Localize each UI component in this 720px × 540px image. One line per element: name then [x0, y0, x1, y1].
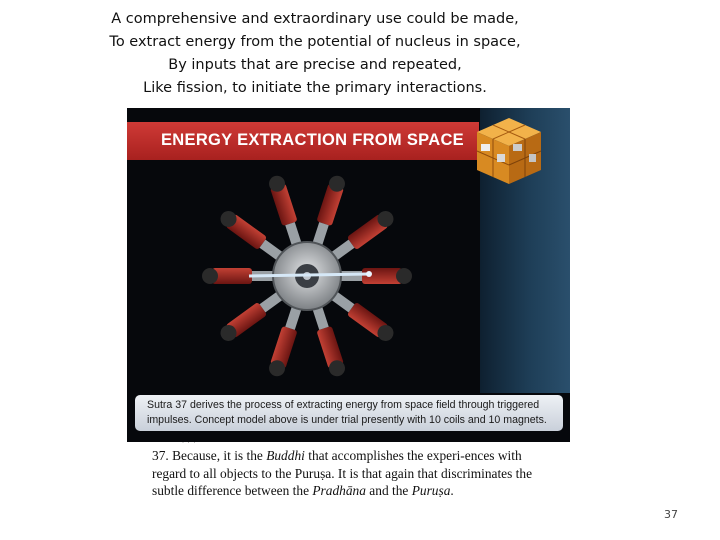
title-banner	[127, 122, 479, 160]
sutra-number: 37.	[152, 448, 169, 463]
sutra-excerpt	[152, 447, 542, 500]
term-pradhana: Pradhāna	[312, 483, 366, 498]
cube-logo-icon	[473, 114, 545, 186]
banner-title: ENERGY EXTRACTION FROM SPACE	[161, 131, 464, 149]
page-number: 37	[664, 508, 678, 521]
figure-caption-box	[135, 395, 563, 431]
slide-figure	[127, 108, 570, 442]
excerpt-text-2: that accomplishes the experi-ences with regard to all objects to the Puruṣa. It is that again that discriminates the subtle difference between the	[152, 448, 533, 498]
figure-caption: Sutra 37 derives the process of extracting energy from space field through triggered impulses. Concept model above is under trial presently with 10 coils and 10 magnets.	[147, 399, 547, 426]
coil-magnet-model	[157, 156, 417, 396]
verse-text	[0, 8, 630, 100]
excerpt-text-1: Because, it is the	[168, 448, 267, 463]
verse-line-1: A comprehensive and extraordinary use could be made,	[111, 11, 519, 27]
verse-line-2: To extract energy from the potential of nucleus in space,	[109, 34, 521, 50]
scan-marks: · · ·	[182, 440, 197, 446]
excerpt-text-3: and the	[365, 483, 412, 498]
verse-line-4: Like fission, to initiate the primary interactions.	[143, 80, 487, 96]
verse-line-3: By inputs that are precise and repeated,	[168, 57, 462, 73]
term-purusa: Puruṣa	[411, 483, 451, 498]
excerpt-text-4: .	[450, 483, 454, 498]
term-buddhi: Buddhi	[266, 448, 305, 463]
